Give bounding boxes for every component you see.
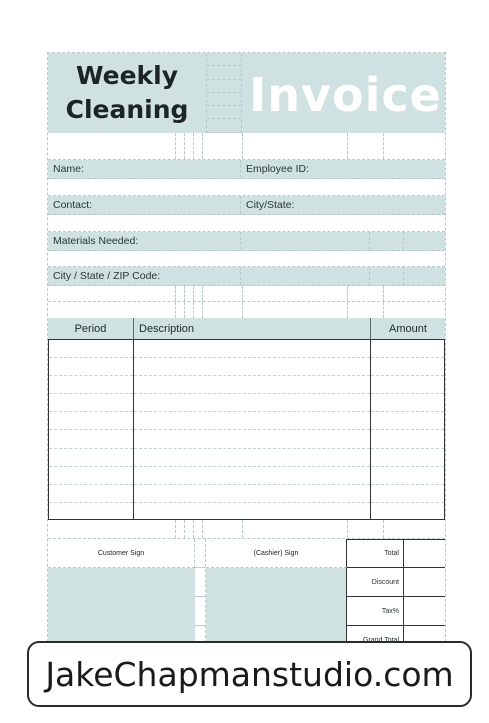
name-input-row[interactable]: [48, 179, 445, 196]
materials-row: [48, 232, 445, 251]
spacer-row-3: [48, 520, 445, 539]
spacer-row-1: [48, 286, 445, 302]
tax-label: Tax%: [347, 597, 404, 625]
contact-row: [48, 196, 445, 215]
spacer-row-2: [48, 302, 445, 318]
tax-value[interactable]: [404, 597, 445, 625]
invoice-heading: Invoice: [249, 68, 442, 122]
name-label: Name:: [48, 160, 241, 178]
zip-row: [48, 267, 445, 286]
title-block: [48, 53, 206, 133]
col-amount: Amount: [389, 322, 427, 335]
materials-label: Materials Needed:: [48, 232, 241, 250]
amount-column[interactable]: [371, 340, 445, 519]
col-description: Description: [134, 318, 371, 339]
city-state-label: City/State:: [246, 199, 295, 211]
cashier-sign-label: (Cashier) Sign: [206, 539, 347, 568]
total-value[interactable]: [404, 540, 445, 567]
watermark-banner: JakeChapmanstudio.com: [27, 641, 472, 707]
title-line-2: Cleaning: [65, 95, 189, 124]
sign-divider: [195, 539, 206, 653]
title-line-1: Weekly: [75, 61, 179, 90]
customer-sign-label: Customer Sign: [48, 539, 195, 568]
discount-label: Discount: [347, 568, 404, 596]
description-column[interactable]: [134, 340, 371, 519]
contact-label: Contact:: [48, 196, 241, 214]
signature-area: [48, 539, 445, 653]
totals-block: [347, 539, 445, 653]
discount-value[interactable]: [404, 568, 445, 596]
line-items-table[interactable]: [48, 339, 445, 520]
materials-input-row[interactable]: [48, 251, 445, 267]
city-state-zip-label: City / State / ZIP Code:: [48, 267, 241, 285]
header: [48, 53, 445, 133]
col-period: Period: [48, 318, 134, 339]
contact-input-row[interactable]: [48, 215, 445, 232]
name-row: [48, 160, 445, 179]
total-label: Total: [347, 540, 404, 567]
employee-id-label: Employee ID:: [246, 163, 310, 175]
period-column[interactable]: [48, 340, 134, 519]
invoice-sheet: [47, 52, 446, 652]
header-mini-grid: [206, 53, 242, 133]
blank-row: [48, 133, 445, 160]
table-header: [48, 318, 445, 339]
